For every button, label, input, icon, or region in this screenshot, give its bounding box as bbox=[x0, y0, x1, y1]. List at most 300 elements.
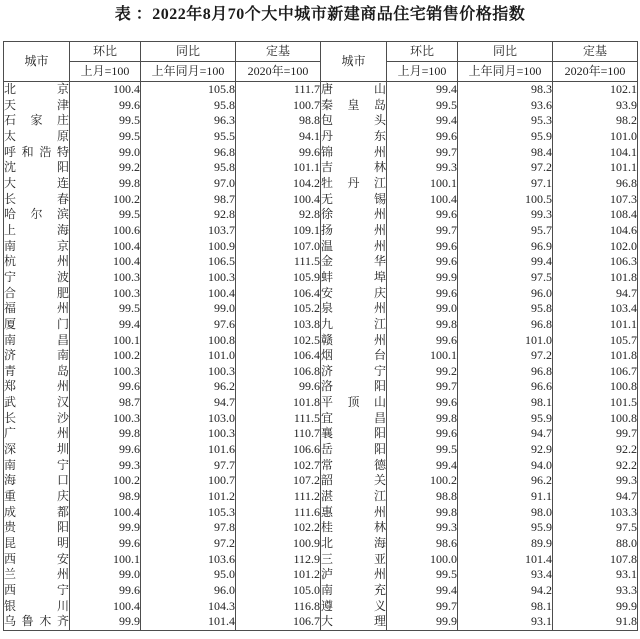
mom-cell: 99.9 bbox=[387, 270, 458, 286]
yoy-cell: 92.9 bbox=[458, 442, 553, 458]
city-cell: 厦门 bbox=[4, 316, 69, 331]
city-cell: 丹东 bbox=[321, 128, 386, 143]
city-cell: 天津 bbox=[4, 97, 69, 112]
yoy-cell: 97.2 bbox=[458, 348, 553, 364]
table-row bbox=[4, 552, 638, 568]
city-cell: 北海 bbox=[321, 536, 386, 551]
yoy-cell: 98.1 bbox=[458, 395, 553, 411]
fixed-cell: 101.1 bbox=[553, 317, 638, 333]
yoy-cell: 97.2 bbox=[141, 536, 236, 552]
city-cell: 泸州 bbox=[321, 567, 386, 582]
city-cell: 宁波 bbox=[4, 269, 69, 284]
fixed-cell: 106.8 bbox=[236, 364, 321, 380]
fixed-cell: 99.6 bbox=[236, 379, 321, 395]
fixed-cell: 116.8 bbox=[236, 599, 321, 615]
city-cell: 南充 bbox=[321, 583, 386, 597]
mom-cell: 100.1 bbox=[70, 333, 141, 349]
mom-cell: 99.2 bbox=[387, 364, 458, 380]
city-cell: 长春 bbox=[4, 191, 69, 206]
yoy-cell: 105.3 bbox=[141, 505, 236, 521]
city-cell: 安庆 bbox=[321, 285, 386, 300]
yoy-cell: 100.3 bbox=[141, 364, 236, 380]
yoy-cell: 92.8 bbox=[141, 207, 236, 223]
mom-cell: 100.1 bbox=[70, 552, 141, 568]
city-cell: 宜昌 bbox=[321, 410, 386, 425]
yoy-cell: 98.4 bbox=[458, 145, 553, 161]
fixed-cell: 96.8 bbox=[553, 176, 638, 192]
city-cell: 秦皇岛 bbox=[321, 97, 386, 112]
table-row bbox=[4, 567, 638, 583]
fixed-cell: 100.7 bbox=[236, 98, 321, 114]
mom-cell: 98.7 bbox=[70, 395, 141, 411]
city-cell: 泉州 bbox=[321, 301, 386, 316]
fixed-cell: 99.7 bbox=[553, 426, 638, 442]
mom-cell: 100.2 bbox=[387, 473, 458, 489]
mom-cell: 99.0 bbox=[70, 567, 141, 583]
fixed-cell: 102.2 bbox=[236, 520, 321, 536]
table-row bbox=[4, 489, 638, 505]
city-cell: 南京 bbox=[4, 238, 69, 253]
table-row bbox=[4, 442, 638, 458]
city-cell: 九江 bbox=[321, 316, 386, 331]
city-cell: 青岛 bbox=[4, 363, 69, 378]
table-row bbox=[4, 98, 638, 114]
mom-cell: 99.6 bbox=[387, 207, 458, 223]
table-row bbox=[4, 364, 638, 380]
fixed-cell: 111.2 bbox=[236, 489, 321, 505]
fixed-cell: 101.2 bbox=[236, 567, 321, 583]
table-row bbox=[4, 458, 638, 474]
fixed-cell: 102.5 bbox=[236, 333, 321, 349]
city-cell: 贵阳 bbox=[4, 520, 69, 535]
yoy-cell: 100.5 bbox=[458, 192, 553, 208]
mom-cell: 99.6 bbox=[387, 239, 458, 255]
fixed-cell: 105.7 bbox=[553, 333, 638, 349]
yoy-cell: 101.4 bbox=[141, 614, 236, 630]
city-cell: 常德 bbox=[321, 457, 386, 472]
yoy-cell: 96.9 bbox=[458, 239, 553, 255]
city-cell: 遵义 bbox=[321, 598, 386, 613]
mom-cell: 99.9 bbox=[70, 520, 141, 536]
fixed-cell: 100.9 bbox=[236, 536, 321, 552]
mom-cell: 100.1 bbox=[387, 348, 458, 364]
fixed-cell: 107.2 bbox=[236, 473, 321, 489]
yoy-cell: 93.1 bbox=[458, 614, 553, 630]
yoy-cell: 98.0 bbox=[458, 505, 553, 521]
yoy-cell: 100.9 bbox=[141, 239, 236, 255]
fixed-cell: 88.0 bbox=[553, 536, 638, 552]
city-cell: 郑州 bbox=[4, 379, 69, 394]
fixed-cell: 108.4 bbox=[553, 207, 638, 223]
city-cell: 杭州 bbox=[4, 254, 69, 269]
header-fixed-right: 定基 bbox=[553, 42, 638, 62]
city-cell: 兰州 bbox=[4, 567, 69, 582]
yoy-cell: 100.3 bbox=[141, 426, 236, 442]
city-cell: 海口 bbox=[4, 473, 69, 488]
yoy-cell: 91.1 bbox=[458, 489, 553, 505]
table-row bbox=[4, 379, 638, 395]
yoy-cell: 103.0 bbox=[141, 411, 236, 427]
yoy-cell: 101.4 bbox=[458, 552, 553, 568]
yoy-cell: 103.7 bbox=[141, 223, 236, 239]
yoy-cell: 99.0 bbox=[141, 301, 236, 317]
yoy-cell: 105.8 bbox=[141, 82, 236, 98]
mom-cell: 99.9 bbox=[387, 614, 458, 630]
fixed-cell: 93.9 bbox=[553, 98, 638, 114]
fixed-cell: 103.8 bbox=[236, 317, 321, 333]
fixed-cell: 100.8 bbox=[553, 411, 638, 427]
mom-cell: 99.6 bbox=[70, 442, 141, 458]
mom-cell: 99.2 bbox=[70, 160, 141, 176]
table-row bbox=[4, 270, 638, 286]
mom-cell: 100.4 bbox=[70, 505, 141, 521]
city-cell: 南昌 bbox=[4, 332, 69, 347]
city-cell: 济南 bbox=[4, 348, 69, 363]
city-cell: 洛阳 bbox=[321, 379, 386, 394]
city-cell: 石家庄 bbox=[4, 113, 69, 128]
fixed-cell: 107.3 bbox=[553, 192, 638, 208]
city-cell: 福州 bbox=[4, 301, 69, 316]
table-row bbox=[4, 192, 638, 208]
table-row bbox=[4, 348, 638, 364]
fixed-cell: 105.2 bbox=[236, 301, 321, 317]
table-body bbox=[4, 82, 638, 631]
city-cell: 西宁 bbox=[4, 583, 69, 597]
fixed-cell: 94.7 bbox=[553, 489, 638, 505]
mom-cell: 100.4 bbox=[387, 192, 458, 208]
fixed-cell: 91.8 bbox=[553, 614, 638, 630]
yoy-cell: 95.8 bbox=[141, 160, 236, 176]
table-row bbox=[4, 583, 638, 599]
header-city-left: 城市 bbox=[4, 42, 70, 82]
table-header bbox=[4, 42, 638, 82]
mom-cell: 100.4 bbox=[70, 254, 141, 270]
city-cell: 温州 bbox=[321, 238, 386, 253]
header-city-right: 城市 bbox=[321, 42, 387, 82]
yoy-cell: 94.0 bbox=[458, 458, 553, 474]
mom-cell: 99.4 bbox=[387, 82, 458, 98]
header-mom-left: 环比 bbox=[70, 42, 141, 62]
header-fixed-base-right: 2020年=100 bbox=[553, 62, 638, 82]
fixed-cell: 92.8 bbox=[236, 207, 321, 223]
mom-cell: 99.5 bbox=[70, 129, 141, 145]
city-cell: 西安 bbox=[4, 551, 69, 566]
table-row bbox=[4, 411, 638, 427]
table-row bbox=[4, 536, 638, 552]
table-row bbox=[4, 317, 638, 333]
fixed-cell: 101.8 bbox=[553, 348, 638, 364]
mom-cell: 98.8 bbox=[387, 489, 458, 505]
yoy-cell: 96.3 bbox=[141, 113, 236, 129]
yoy-cell: 96.6 bbox=[458, 379, 553, 395]
table-row bbox=[4, 239, 638, 255]
city-cell: 烟台 bbox=[321, 348, 386, 363]
fixed-cell: 105.0 bbox=[236, 583, 321, 599]
mom-cell: 99.4 bbox=[387, 458, 458, 474]
yoy-cell: 98.3 bbox=[458, 82, 553, 98]
table-row bbox=[4, 301, 638, 317]
city-cell: 无锡 bbox=[321, 191, 386, 206]
table-title: 表 ：2022年8月70个大中城市新建商品住宅销售价格指数 bbox=[114, 6, 526, 23]
fixed-cell: 98.8 bbox=[236, 113, 321, 129]
city-cell: 太原 bbox=[4, 128, 69, 143]
mom-cell: 99.6 bbox=[70, 98, 141, 114]
city-cell: 济宁 bbox=[321, 363, 386, 378]
city-cell: 金华 bbox=[321, 254, 386, 269]
mom-cell: 99.7 bbox=[387, 223, 458, 239]
mom-cell: 99.8 bbox=[70, 176, 141, 192]
yoy-cell: 94.7 bbox=[141, 395, 236, 411]
mom-cell: 99.0 bbox=[70, 145, 141, 161]
table-row bbox=[4, 82, 638, 98]
mom-cell: 99.8 bbox=[387, 411, 458, 427]
mom-cell: 100.4 bbox=[70, 599, 141, 615]
yoy-cell: 95.9 bbox=[458, 520, 553, 536]
table-row bbox=[4, 520, 638, 536]
yoy-cell: 98.1 bbox=[458, 599, 553, 615]
mom-cell: 99.0 bbox=[387, 301, 458, 317]
yoy-cell: 96.2 bbox=[141, 379, 236, 395]
fixed-cell: 97.5 bbox=[553, 520, 638, 536]
fixed-cell: 101.8 bbox=[236, 395, 321, 411]
city-cell: 蚌埠 bbox=[321, 269, 386, 284]
mom-cell: 100.4 bbox=[70, 239, 141, 255]
city-cell: 重庆 bbox=[4, 489, 69, 504]
mom-cell: 99.6 bbox=[70, 536, 141, 552]
mom-cell: 99.5 bbox=[70, 113, 141, 129]
mom-cell: 99.3 bbox=[387, 160, 458, 176]
fixed-cell: 101.1 bbox=[236, 160, 321, 176]
fixed-cell: 104.6 bbox=[553, 223, 638, 239]
header-mom-base-left: 上月=100 bbox=[70, 62, 141, 82]
city-cell: 韶关 bbox=[321, 473, 386, 488]
city-cell: 牡丹江 bbox=[321, 175, 386, 190]
header-yoy-left: 同比 bbox=[141, 42, 236, 62]
fixed-cell: 105.9 bbox=[236, 270, 321, 286]
fixed-cell: 106.7 bbox=[236, 614, 321, 630]
yoy-cell: 103.6 bbox=[141, 552, 236, 568]
mom-cell: 99.6 bbox=[70, 379, 141, 395]
city-cell: 吉林 bbox=[321, 160, 386, 175]
mom-cell: 99.6 bbox=[387, 129, 458, 145]
header-yoy-right: 同比 bbox=[458, 42, 553, 62]
yoy-cell: 97.8 bbox=[141, 520, 236, 536]
yoy-cell: 96.8 bbox=[458, 317, 553, 333]
table-row bbox=[4, 145, 638, 161]
city-cell: 合肥 bbox=[4, 285, 69, 300]
fixed-cell: 102.1 bbox=[553, 82, 638, 98]
fixed-cell: 99.9 bbox=[553, 599, 638, 615]
header-yoy-base-right: 上年同月=100 bbox=[458, 62, 553, 82]
yoy-cell: 97.1 bbox=[458, 176, 553, 192]
mom-cell: 100.3 bbox=[70, 270, 141, 286]
mom-cell: 99.6 bbox=[387, 395, 458, 411]
city-cell: 大连 bbox=[4, 175, 69, 190]
table-row bbox=[4, 614, 638, 630]
mom-cell: 99.4 bbox=[387, 583, 458, 599]
yoy-cell: 96.0 bbox=[141, 583, 236, 599]
table-row bbox=[4, 505, 638, 521]
city-cell: 广州 bbox=[4, 426, 69, 441]
yoy-cell: 95.5 bbox=[141, 129, 236, 145]
fixed-cell: 103.4 bbox=[553, 301, 638, 317]
yoy-cell: 97.0 bbox=[141, 176, 236, 192]
mom-cell: 100.3 bbox=[70, 286, 141, 302]
mom-cell: 100.3 bbox=[70, 411, 141, 427]
mom-cell: 100.3 bbox=[70, 364, 141, 380]
yoy-cell: 97.7 bbox=[141, 458, 236, 474]
mom-cell: 98.9 bbox=[70, 489, 141, 505]
table-row bbox=[4, 333, 638, 349]
yoy-cell: 96.8 bbox=[141, 145, 236, 161]
city-cell: 成都 bbox=[4, 504, 69, 519]
mom-cell: 99.7 bbox=[387, 599, 458, 615]
city-cell: 襄阳 bbox=[321, 426, 386, 441]
mom-cell: 99.5 bbox=[387, 567, 458, 583]
fixed-cell: 104.1 bbox=[553, 145, 638, 161]
mom-cell: 100.1 bbox=[387, 176, 458, 192]
city-cell: 湛江 bbox=[321, 489, 386, 504]
yoy-cell: 96.0 bbox=[458, 286, 553, 302]
yoy-cell: 99.3 bbox=[458, 207, 553, 223]
fixed-cell: 106.3 bbox=[553, 254, 638, 270]
table-row bbox=[4, 426, 638, 442]
mom-cell: 99.3 bbox=[70, 458, 141, 474]
city-cell: 哈尔滨 bbox=[4, 207, 69, 222]
table-row bbox=[4, 223, 638, 239]
fixed-cell: 101.8 bbox=[553, 270, 638, 286]
mom-cell: 100.6 bbox=[70, 223, 141, 239]
mom-cell: 100.2 bbox=[70, 192, 141, 208]
mom-cell: 99.8 bbox=[387, 317, 458, 333]
fixed-cell: 94.7 bbox=[553, 286, 638, 302]
city-cell: 银川 bbox=[4, 598, 69, 613]
table-row bbox=[4, 599, 638, 615]
city-cell: 北京 bbox=[4, 82, 69, 96]
mom-cell: 100.4 bbox=[70, 82, 141, 98]
city-cell: 唐山 bbox=[321, 82, 386, 96]
yoy-cell: 106.5 bbox=[141, 254, 236, 270]
yoy-cell: 100.3 bbox=[141, 270, 236, 286]
mom-cell: 99.6 bbox=[387, 333, 458, 349]
fixed-cell: 93.1 bbox=[553, 567, 638, 583]
price-index-table bbox=[3, 41, 638, 631]
header-mom-right: 环比 bbox=[387, 42, 458, 62]
yoy-cell: 95.8 bbox=[141, 98, 236, 114]
mom-cell: 99.5 bbox=[387, 442, 458, 458]
yoy-cell: 95.8 bbox=[458, 301, 553, 317]
yoy-cell: 101.0 bbox=[458, 333, 553, 349]
fixed-cell: 107.0 bbox=[236, 239, 321, 255]
mom-cell: 99.5 bbox=[70, 301, 141, 317]
yoy-cell: 95.9 bbox=[458, 129, 553, 145]
fixed-cell: 98.2 bbox=[553, 113, 638, 129]
table-row bbox=[4, 129, 638, 145]
yoy-cell: 98.7 bbox=[141, 192, 236, 208]
city-cell: 昆明 bbox=[4, 536, 69, 551]
mom-cell: 99.6 bbox=[387, 286, 458, 302]
mom-cell: 99.6 bbox=[70, 583, 141, 599]
yoy-cell: 94.7 bbox=[458, 426, 553, 442]
city-cell: 平顶山 bbox=[321, 395, 386, 410]
yoy-cell: 101.0 bbox=[141, 348, 236, 364]
yoy-cell: 100.7 bbox=[141, 473, 236, 489]
table-row bbox=[4, 473, 638, 489]
city-cell: 深圳 bbox=[4, 442, 69, 457]
fixed-cell: 106.7 bbox=[553, 364, 638, 380]
mom-cell: 99.6 bbox=[387, 426, 458, 442]
yoy-cell: 93.6 bbox=[458, 98, 553, 114]
mom-cell: 100.0 bbox=[387, 552, 458, 568]
city-cell: 锦州 bbox=[321, 144, 386, 159]
fixed-cell: 106.4 bbox=[236, 348, 321, 364]
fixed-cell: 94.1 bbox=[236, 129, 321, 145]
mom-cell: 99.9 bbox=[70, 614, 141, 630]
header-yoy-base-left: 上年同月=100 bbox=[141, 62, 236, 82]
fixed-cell: 111.5 bbox=[236, 254, 321, 270]
yoy-cell: 101.6 bbox=[141, 442, 236, 458]
yoy-cell: 96.2 bbox=[458, 473, 553, 489]
fixed-cell: 111.6 bbox=[236, 505, 321, 521]
fixed-cell: 103.3 bbox=[553, 505, 638, 521]
city-cell: 沈阳 bbox=[4, 160, 69, 175]
fixed-cell: 92.2 bbox=[553, 442, 638, 458]
city-cell: 乌鲁木齐 bbox=[4, 614, 70, 630]
yoy-cell: 95.0 bbox=[141, 567, 236, 583]
yoy-cell: 104.3 bbox=[141, 599, 236, 615]
mom-cell: 99.4 bbox=[70, 317, 141, 333]
fixed-cell: 106.6 bbox=[236, 442, 321, 458]
yoy-cell: 95.7 bbox=[458, 223, 553, 239]
yoy-cell: 93.4 bbox=[458, 567, 553, 583]
fixed-cell: 100.8 bbox=[553, 379, 638, 395]
header-fixed-left: 定基 bbox=[236, 42, 321, 62]
city-cell: 徐州 bbox=[321, 207, 386, 222]
city-cell: 桂林 bbox=[321, 520, 386, 535]
city-cell: 武汉 bbox=[4, 395, 69, 410]
fixed-cell: 102.0 bbox=[553, 239, 638, 255]
table-row bbox=[4, 176, 638, 192]
yoy-cell: 97.5 bbox=[458, 270, 553, 286]
city-cell: 惠州 bbox=[321, 504, 386, 519]
yoy-cell: 94.2 bbox=[458, 583, 553, 599]
mom-cell: 99.8 bbox=[70, 426, 141, 442]
mom-cell: 99.5 bbox=[70, 207, 141, 223]
yoy-cell: 95.3 bbox=[458, 113, 553, 129]
fixed-cell: 106.4 bbox=[236, 286, 321, 302]
yoy-cell: 100.4 bbox=[141, 286, 236, 302]
fixed-cell: 92.2 bbox=[553, 458, 638, 474]
table-row bbox=[4, 286, 638, 302]
mom-cell: 99.8 bbox=[387, 505, 458, 521]
fixed-cell: 104.2 bbox=[236, 176, 321, 192]
yoy-cell: 99.4 bbox=[458, 254, 553, 270]
mom-cell: 99.4 bbox=[387, 113, 458, 129]
city-cell: 三亚 bbox=[321, 551, 386, 566]
header-fixed-base-left: 2020年=100 bbox=[236, 62, 321, 82]
city-cell: 包头 bbox=[321, 113, 386, 128]
fixed-cell: 99.3 bbox=[553, 473, 638, 489]
fixed-cell: 111.7 bbox=[236, 82, 321, 98]
yoy-cell: 101.2 bbox=[141, 489, 236, 505]
fixed-cell: 101.0 bbox=[553, 129, 638, 145]
mom-cell: 99.3 bbox=[387, 520, 458, 536]
yoy-cell: 97.2 bbox=[458, 160, 553, 176]
city-cell: 大理 bbox=[321, 614, 387, 630]
header-mom-base-right: 上月=100 bbox=[387, 62, 458, 82]
fixed-cell: 112.9 bbox=[236, 552, 321, 568]
mom-cell: 100.2 bbox=[70, 348, 141, 364]
